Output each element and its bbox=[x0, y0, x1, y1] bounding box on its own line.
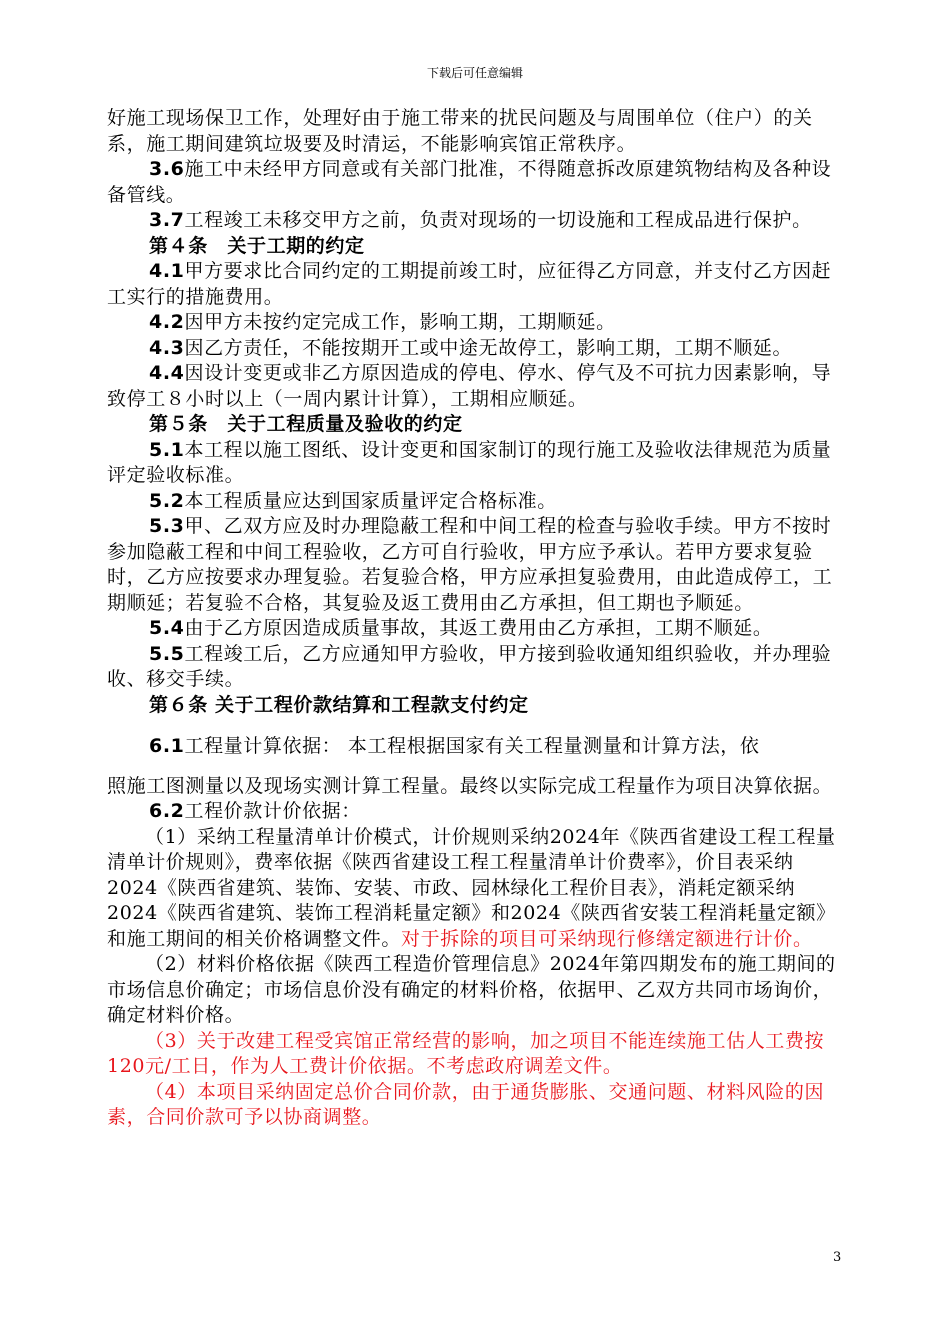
item-red-note: 对于拆除的项目可采纳现行修缮定额进行计价。 bbox=[401, 927, 813, 950]
clause-number: 4.4 bbox=[149, 362, 185, 384]
clause-text: 本工程以施工图纸、设计变更和国家制订的现行施工及验收法律规范为质量评定验收标准。 bbox=[107, 438, 832, 486]
clause-text: 本工程质量应达到国家质量评定合格标准。 bbox=[184, 489, 557, 512]
clause-4-1 bbox=[107, 259, 844, 310]
clause-number: 5.5 bbox=[149, 642, 185, 665]
article-6-heading: 第６条 关于工程价款结算和工程款支付约定 bbox=[149, 693, 529, 716]
clause-number: 3.7 bbox=[149, 209, 185, 231]
article-4-heading: 第４条 关于工期的约定 bbox=[149, 234, 365, 257]
item-text: （1）采纳工程量清单计价模式，计价规则采纳2024年《陕西省建设工程工程量清单计价规则》，费率依据《陕西省建设工程工程量清单计价费率》，价目表采纳2024《陕西省建筑、装饰、安装、市政、园林绿化工程价目表》，消耗定额采纳2024《陕西省建筑、装饰工程消耗量定额》和2024《陕西省安装工程消耗量定额》和施工期间的相关价格调整文件。 bbox=[107, 825, 836, 950]
clause-text: 工程价款计价依据： bbox=[184, 800, 361, 822]
clause-text: 因乙方责任，不能按期开工或中途无故停工，影响工期，工期不顺延。 bbox=[184, 336, 793, 359]
clause-number: 3.6 bbox=[149, 158, 185, 180]
clause-6-1-continuation: 照施工图测量以及现场实测计算工程量。最终以实际完成工程量作为项目决算依据。 bbox=[107, 774, 833, 797]
clause-5-3 bbox=[107, 514, 844, 616]
clause-number: 5.1 bbox=[149, 438, 185, 461]
clause-number: 5.3 bbox=[149, 515, 185, 537]
clause-5-4 bbox=[107, 616, 844, 642]
clause-5-1 bbox=[107, 438, 844, 489]
clause-number: 5.2 bbox=[149, 489, 185, 512]
pricing-item-2: （2）材料价格依据《陕西工程造价管理信息》2024年第四期发布的施工期间的市场信息价确定；市场信息价没有确定的材料价格，依据甲、乙双方共同市场询价，确定材料价格。 bbox=[107, 953, 836, 1026]
clause-4-4 bbox=[107, 361, 844, 412]
clause-number: 4.2 bbox=[149, 311, 185, 333]
clause-number: 4.1 bbox=[149, 260, 185, 282]
pricing-item-3: （3）关于改建工程受宾馆正常经营的影响，加之项目不能连续施工估人工费按120元/工日，作为人工费计价依据。不考虑政府调差文件。 bbox=[107, 1029, 825, 1077]
clause-number: 4.3 bbox=[149, 336, 185, 359]
page-number: 3 bbox=[833, 1250, 842, 1265]
document-body bbox=[107, 106, 844, 1131]
pricing-item-1 bbox=[107, 825, 844, 953]
clause-6-1 bbox=[107, 734, 844, 760]
clause-text: 因设计变更或非乙方原因造成的停电、停水、停气及不可抗力因素影响，导致停工８小时以上（一周内累计计算），工期相应顺延。 bbox=[107, 362, 832, 410]
clause-5-5 bbox=[107, 642, 844, 693]
clause-6-2 bbox=[107, 799, 844, 825]
clause-text: 甲、乙双方应及时办理隐蔽工程和中间工程的检查与验收手续。甲方不按时参加隐蔽工程和中间工程验收，乙方可自行验收，甲方应予承认。若甲方要求复验时，乙方应按要求办理复验。若复验合格，甲方应承担复验费用，由此造成停工，工期顺延；若复验不合格，其复验及返工费用由乙方承担，但工期也予顺延。 bbox=[107, 515, 833, 614]
clause-text: 工程竣工未移交甲方之前，负责对现场的一切设施和工程成品进行保护。 bbox=[184, 209, 812, 231]
paragraph-3-5-continuation: 好施工现场保卫工作，处理好由于施工带来的扰民问题及与周围单位（住户）的关系，施工期间建筑垃圾要及时清运，不能影响宾馆正常秩序。 bbox=[107, 107, 813, 155]
clause-number: 6.1 bbox=[149, 735, 185, 757]
clause-text: 甲方要求比合同约定的工期提前竣工时，应征得乙方同意，并支付乙方因赶工实行的措施费用。 bbox=[107, 260, 832, 308]
clause-4-2 bbox=[107, 310, 844, 336]
clause-number: 6.2 bbox=[149, 800, 185, 822]
article-5-heading: 第５条 关于工程质量及验收的约定 bbox=[149, 413, 463, 435]
clause-5-2 bbox=[107, 489, 844, 515]
clause-text: 由于乙方原因造成质量事故，其返工费用由乙方承担，工期不顺延。 bbox=[184, 617, 773, 639]
clause-text: 因甲方未按约定完成工作，影响工期，工期顺延。 bbox=[184, 311, 616, 333]
clause-3-6 bbox=[107, 157, 844, 208]
pricing-item-4: （4）本项目采纳固定总价合同价款，由于通货膨胀、交通问题、材料风险的因素，合同价款可予以协商调整。 bbox=[107, 1080, 825, 1128]
page-header: 下载后可任意编辑 bbox=[426, 66, 523, 80]
clause-text: 施工中未经甲方同意或有关部门批准，不得随意拆改原建筑物结构及各种设备管线。 bbox=[107, 158, 832, 206]
clause-number: 5.4 bbox=[149, 617, 185, 639]
clause-text: 工程竣工后，乙方应通知甲方验收，甲方接到验收通知组织验收，并办理验收、移交手续。 bbox=[107, 642, 832, 690]
clause-3-7 bbox=[107, 208, 844, 234]
clause-text: 工程量计算依据： 本工程根据国家有关工程量测量和计算方法，依 bbox=[184, 735, 760, 757]
clause-4-3 bbox=[107, 336, 844, 362]
